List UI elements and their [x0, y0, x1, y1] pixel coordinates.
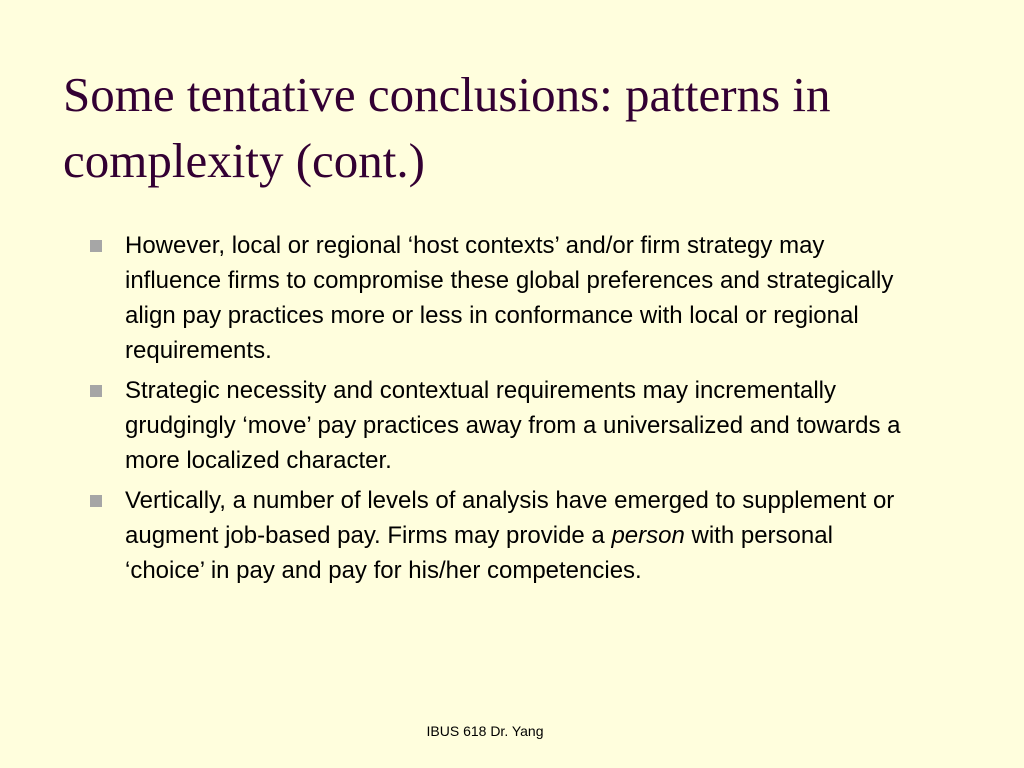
bullet-text-before: Vertically, a number of levels of analysis have emerged to supplement or augment job-based pay. Firms may provide a [125, 487, 895, 549]
bullet-item-1 [88, 228, 908, 368]
square-bullet-icon [90, 240, 102, 252]
bullet-text: Strategic necessity and contextual requirements may incrementally grudgingly ‘move’ pay practices away from a universalized and towards a more localized character. [125, 377, 901, 474]
bullet-text: However, local or regional ‘host contexts’ and/or firm strategy may influence firms to compromise these global preferences and strategically align pay practices more or less in conformance with local or regional requirements. [125, 232, 894, 364]
square-bullet-icon [90, 495, 102, 507]
bullet-list [88, 228, 908, 593]
slide-title: Some tentative conclusions: patterns in complexity (cont.) [63, 67, 831, 188]
bullet-text-after: with personal ‘choice’ in pay and pay for his/her competencies. [125, 522, 833, 584]
bullet-item-3 [88, 483, 908, 588]
square-bullet-icon [90, 385, 102, 397]
slide-footer: IBUS 618 Dr. Yang [426, 723, 544, 739]
bullet-item-2 [88, 373, 908, 478]
emphasized-word: person [611, 522, 685, 549]
bullet-text [125, 487, 894, 584]
